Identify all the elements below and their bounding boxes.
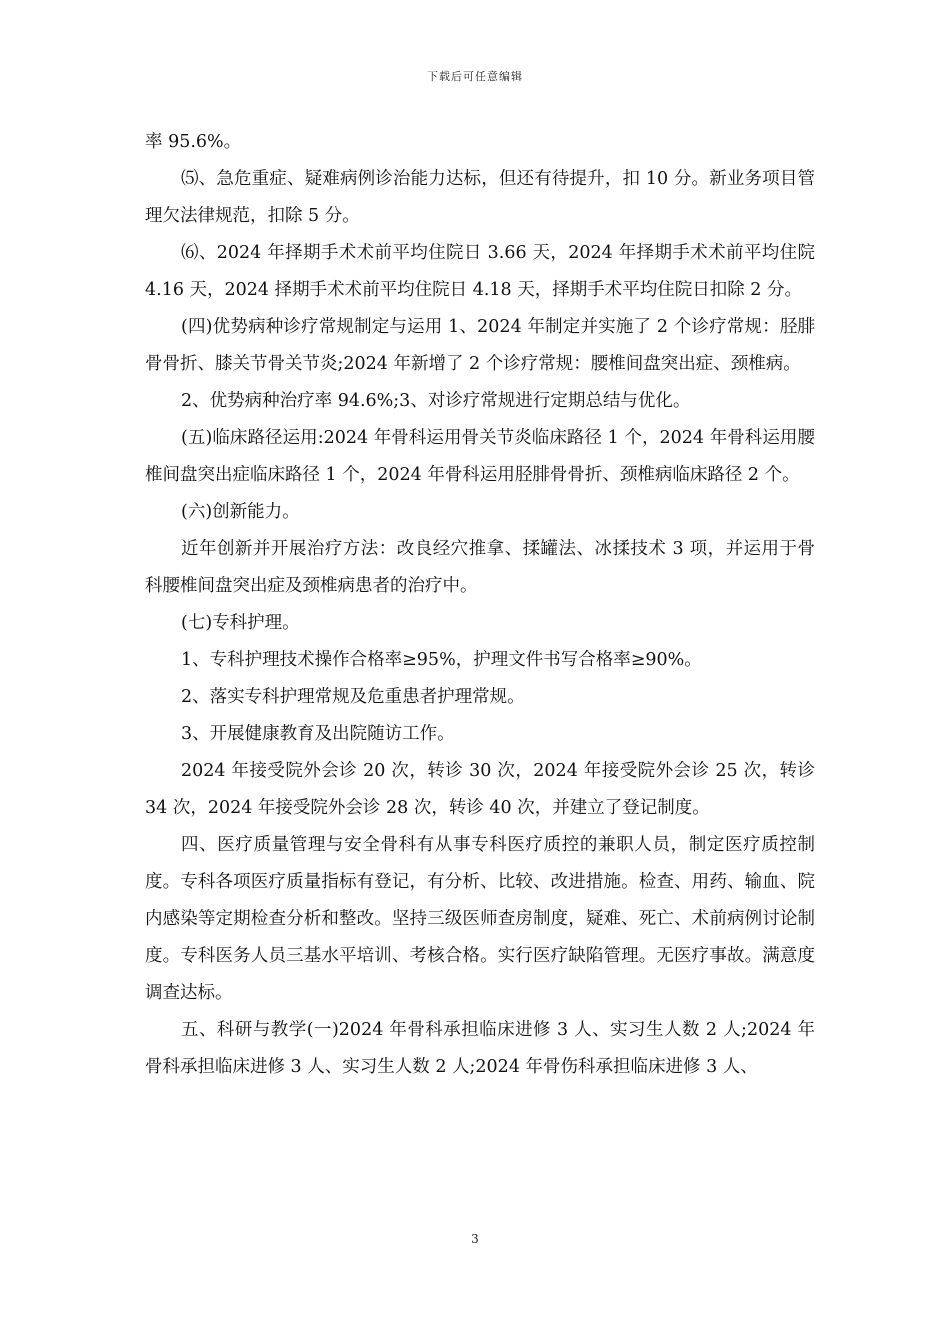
paragraph-8: 近年创新并开展治疗方法：改良经穴推拿、揉罐法、冰揉技术 3 项，并运用于骨科腰椎间盘突出症及颈椎病患者的治疗中。 (145, 539, 815, 596)
paragraph-3: ⑹、2024 年择期手术术前平均住院日 3.66 天，2024 年择期手术术前平均住院 4.16 天，2024 择期手术术前平均住院日 4.18 天，择期手术平均住院日扣除 2 分。 (145, 243, 815, 300)
paragraph-11: 2、落实专科护理常规及危重患者护理常规。 (181, 687, 525, 707)
paragraph-12: 3、开展健康教育及出院随访工作。 (181, 724, 455, 744)
paragraph-7: (六)创新能力。 (181, 502, 300, 522)
paragraph-4: (四)优势病种诊疗常规制定与运用 1、2024 年制定并实施了 2 个诊疗常规：胫腓骨骨折、膝关节骨关节炎;2024 年新增了 2 个诊疗常规：腰椎间盘突出症、颈椎病。 (145, 317, 815, 374)
paragraph-5: 2、优势病种治疗率 94.6%;3、对诊疗常规进行定期总结与优化。 (181, 391, 691, 411)
paragraph-14: 四、医疗质量管理与安全骨科有从事专科医疗质控的兼职人员，制定医疗质控制度。专科各项医疗质量指标有登记，有分析、比较、改进措施。检查、用药、输血、院内感染等定期检查分析和整改。坚持三级医师查房制度，疑难、死亡、术前病例讨论制度。专科医务人员三基水平培训、考核合格。实行医疗缺陷管理。无医疗事故。满意度调查达标。 (145, 835, 815, 1003)
paragraph-1: 率 95.6%。 (145, 132, 242, 152)
page-header: 下载后可任意编辑 (427, 70, 523, 83)
paragraph-10: 1、专科护理技术操作合格率≥95%，护理文件书写合格率≥90%。 (181, 650, 702, 670)
paragraph-2: ⑸、急危重症、疑难病例诊治能力达标，但还有待提升，扣 10 分。新业务项目管理欠法律规范，扣除 5 分。 (145, 169, 815, 226)
page-number: 3 (471, 1232, 479, 1246)
paragraph-13: 2024 年接受院外会诊 20 次，转诊 30 次，2024 年接受院外会诊 25 次，转诊 34 次，2024 年接受院外会诊 28 次，转诊 40 次，并建立了登记制度。 (145, 761, 815, 818)
paragraph-9: (七)专科护理。 (181, 613, 300, 633)
paragraph-6: (五)临床路径运用:2024 年骨科运用骨关节炎临床路径 1 个，2024 年骨科运用腰椎间盘突出症临床路径 1 个，2024 年骨科运用胫腓骨骨折、颈椎病临床路径 2 个。 (145, 428, 815, 485)
document-body (145, 124, 815, 1086)
paragraph-15: 五、科研与教学(一)2024 年骨科承担临床进修 3 人、实习生人数 2 人;2024 年骨科承担临床进修 3 人、实习生人数 2 人;2024 年骨伤科承担临床进修 3 人、 (145, 1020, 815, 1077)
